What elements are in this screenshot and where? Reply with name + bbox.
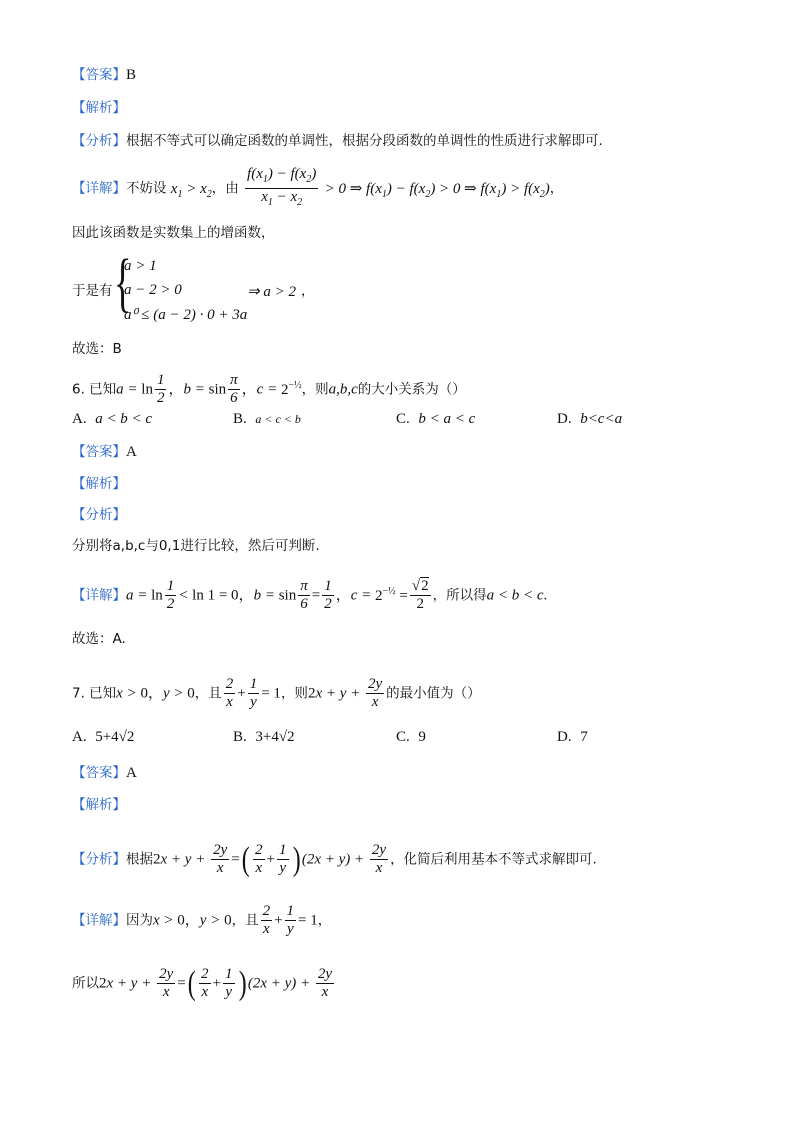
answer-tag: 【答案】 (72, 67, 126, 83)
q6-answer: A (126, 444, 137, 460)
q7-answer-line (72, 764, 137, 782)
q6-option-d: D. b<c<a (557, 411, 623, 427)
q5-detail-a: 不妨设 (126, 180, 167, 197)
q7-stem-tail: 的最小值为（） (386, 685, 481, 702)
q6-frac-half: $\frac{1}{2}$ (156, 372, 165, 406)
q5-fenxi-line (72, 132, 603, 150)
q7-detail-mid: ，且 (231, 912, 259, 929)
q5-answer: B (126, 67, 137, 83)
q7-stem: 7. 已知x > 0，y > 0，且 $\frac{2}{x}$ + $\frac{1}{y}$ = 1，则2x + y + $\frac{2y}{x}$ 的最小值为（） (72, 676, 481, 710)
q7-option-b: B. 3+4√2 (233, 729, 295, 745)
q7-option-a: A. 5+4√2 (72, 729, 135, 745)
q5-implication-chain: > 0 ⇒ $f(x_1) - f(x_2) > 0$ ⇒ $f(x_1) > f(x_2)$ (324, 180, 550, 200)
q6-fenxi-text: 分别将a,b,c与0,1进行比较，然后可判断. (72, 538, 320, 554)
sys-line-2: a − 2 > 0 (124, 282, 182, 298)
fenxi-tag: 【分析】 (72, 133, 126, 149)
q6-stem-tail: 的大小关系为（） (357, 381, 466, 398)
q5-formula-x1x2: $x_1 > x_2$ (170, 180, 212, 200)
q5-implies: ⇒ a > 2 (247, 284, 296, 300)
q5-line3-post: ， (301, 283, 315, 299)
q6-stem-post: ，则 (301, 381, 329, 398)
q6-analysis-tag: 【解析】 (72, 476, 126, 492)
q5-diff-quotient: $\frac{f(x_1) - f(x_2)}{x_1 - x_2}$ (247, 166, 317, 208)
q5-line3-pre: 于是有 (72, 283, 113, 299)
detail-tag: 【详解】 (72, 912, 126, 929)
q5-line2: 因此该函数是实数集上的增函数， (72, 225, 275, 241)
q5-fenxi-text: 根据不等式可以确定函数的单调性，根据分段函数的单调性的性质进行求解即可. (126, 133, 603, 149)
q5-choose: 故选：B (72, 341, 122, 357)
q7-fenxi-post: ，化简后利用基本不等式求解即可. (390, 851, 597, 868)
answer-tag: 【答案】 (72, 765, 126, 781)
q7-analysis-tag: 【解析】 (72, 797, 126, 813)
q6-option-a: A. a < b < c (72, 411, 153, 427)
q6-option-b: B. a < c < b (233, 411, 301, 427)
q7-answer: A (126, 765, 137, 781)
q6-a-def: a = (116, 381, 142, 398)
answer-tag: 【答案】 (72, 444, 126, 460)
q6-detail-tail: ，所以得 (432, 587, 487, 604)
detail-tag: 【详解】 (72, 180, 126, 197)
q7-stem-mid2: ，则 (280, 685, 308, 702)
q6-fenxi-tag: 【分析】 (72, 507, 126, 523)
sys-line-3: a⁰ ≤ (a − 2) · 0 + 3a (124, 307, 248, 323)
q6-stem-pre: 6. 已知 (72, 381, 117, 398)
q7-detail-line: 【详解】因为x > 0，y > 0，且 $\frac{2}{x}$ + $\frac{1}{y}$ = 1， (72, 903, 332, 937)
q5-answer-line (72, 66, 136, 84)
q5-detail-b: ，由 (211, 180, 239, 197)
q7-detail-pre: 因为 (126, 912, 153, 929)
q5-analysis-tag: 【解析】 (72, 100, 126, 116)
q7-fenxi-pre: 根据 (126, 851, 153, 868)
q7-stem-pre: 7. 已知 (72, 685, 117, 702)
q7-fenxi-line: 【分析】根据2x + y + $\frac{2y}{x}$ =( $\frac{2}{x}$ + $\frac{1}{y}$ ) (2x + y) + $\frac{2y}{x}$ ，化简后利用基本不等式求解即可. (72, 840, 597, 878)
q6-option-c: C. b < a < c (396, 411, 476, 427)
fenxi-tag: 【分析】 (72, 851, 126, 868)
system-brace: { (114, 246, 132, 319)
q7-last-line: 所以2x + y + $\frac{2y}{x}$ =( $\frac{2}{x}$ + $\frac{1}{y}$ ) (2x + y) + $\frac{2y}{x}$ (72, 964, 333, 1002)
q5-detail-line (72, 166, 563, 211)
q7-option-c: C. 9 (396, 729, 426, 745)
q6-choose: 故选：A. (72, 631, 126, 647)
q6-detail-line: 【详解】a = ln $\frac{1}{2}$ < ln 1 = 0，b = sin $\frac{\pi}{6}$ = $\frac{1}{2}$ ，$c = 2^{-\frac{1}{2}}$ = $\frac{√2}{2}$ ，所以得a < b < c. (72, 578, 548, 612)
q7-stem-mid: ，且 (194, 685, 222, 702)
sys-line-1: a > 1 (124, 258, 157, 274)
q7-option-d: D. 7 (557, 729, 588, 745)
q6-stem: 6. 已知a = ln $\frac{1}{2}$ ，b = sin $\frac{\pi}{6}$ ，$c = 2^{-\frac{1}{2}}$，则a,b,c的大小关系为（） (72, 372, 466, 406)
detail-tag: 【详解】 (72, 587, 126, 604)
q6-frac-pi6: $\frac{\pi}{6}$ (230, 372, 238, 406)
q6-answer-line (72, 443, 137, 461)
q7-last-pre: 所以 (72, 975, 99, 992)
q7-detail-post: ， (317, 912, 332, 929)
q5-detail-c: ， (549, 180, 564, 197)
